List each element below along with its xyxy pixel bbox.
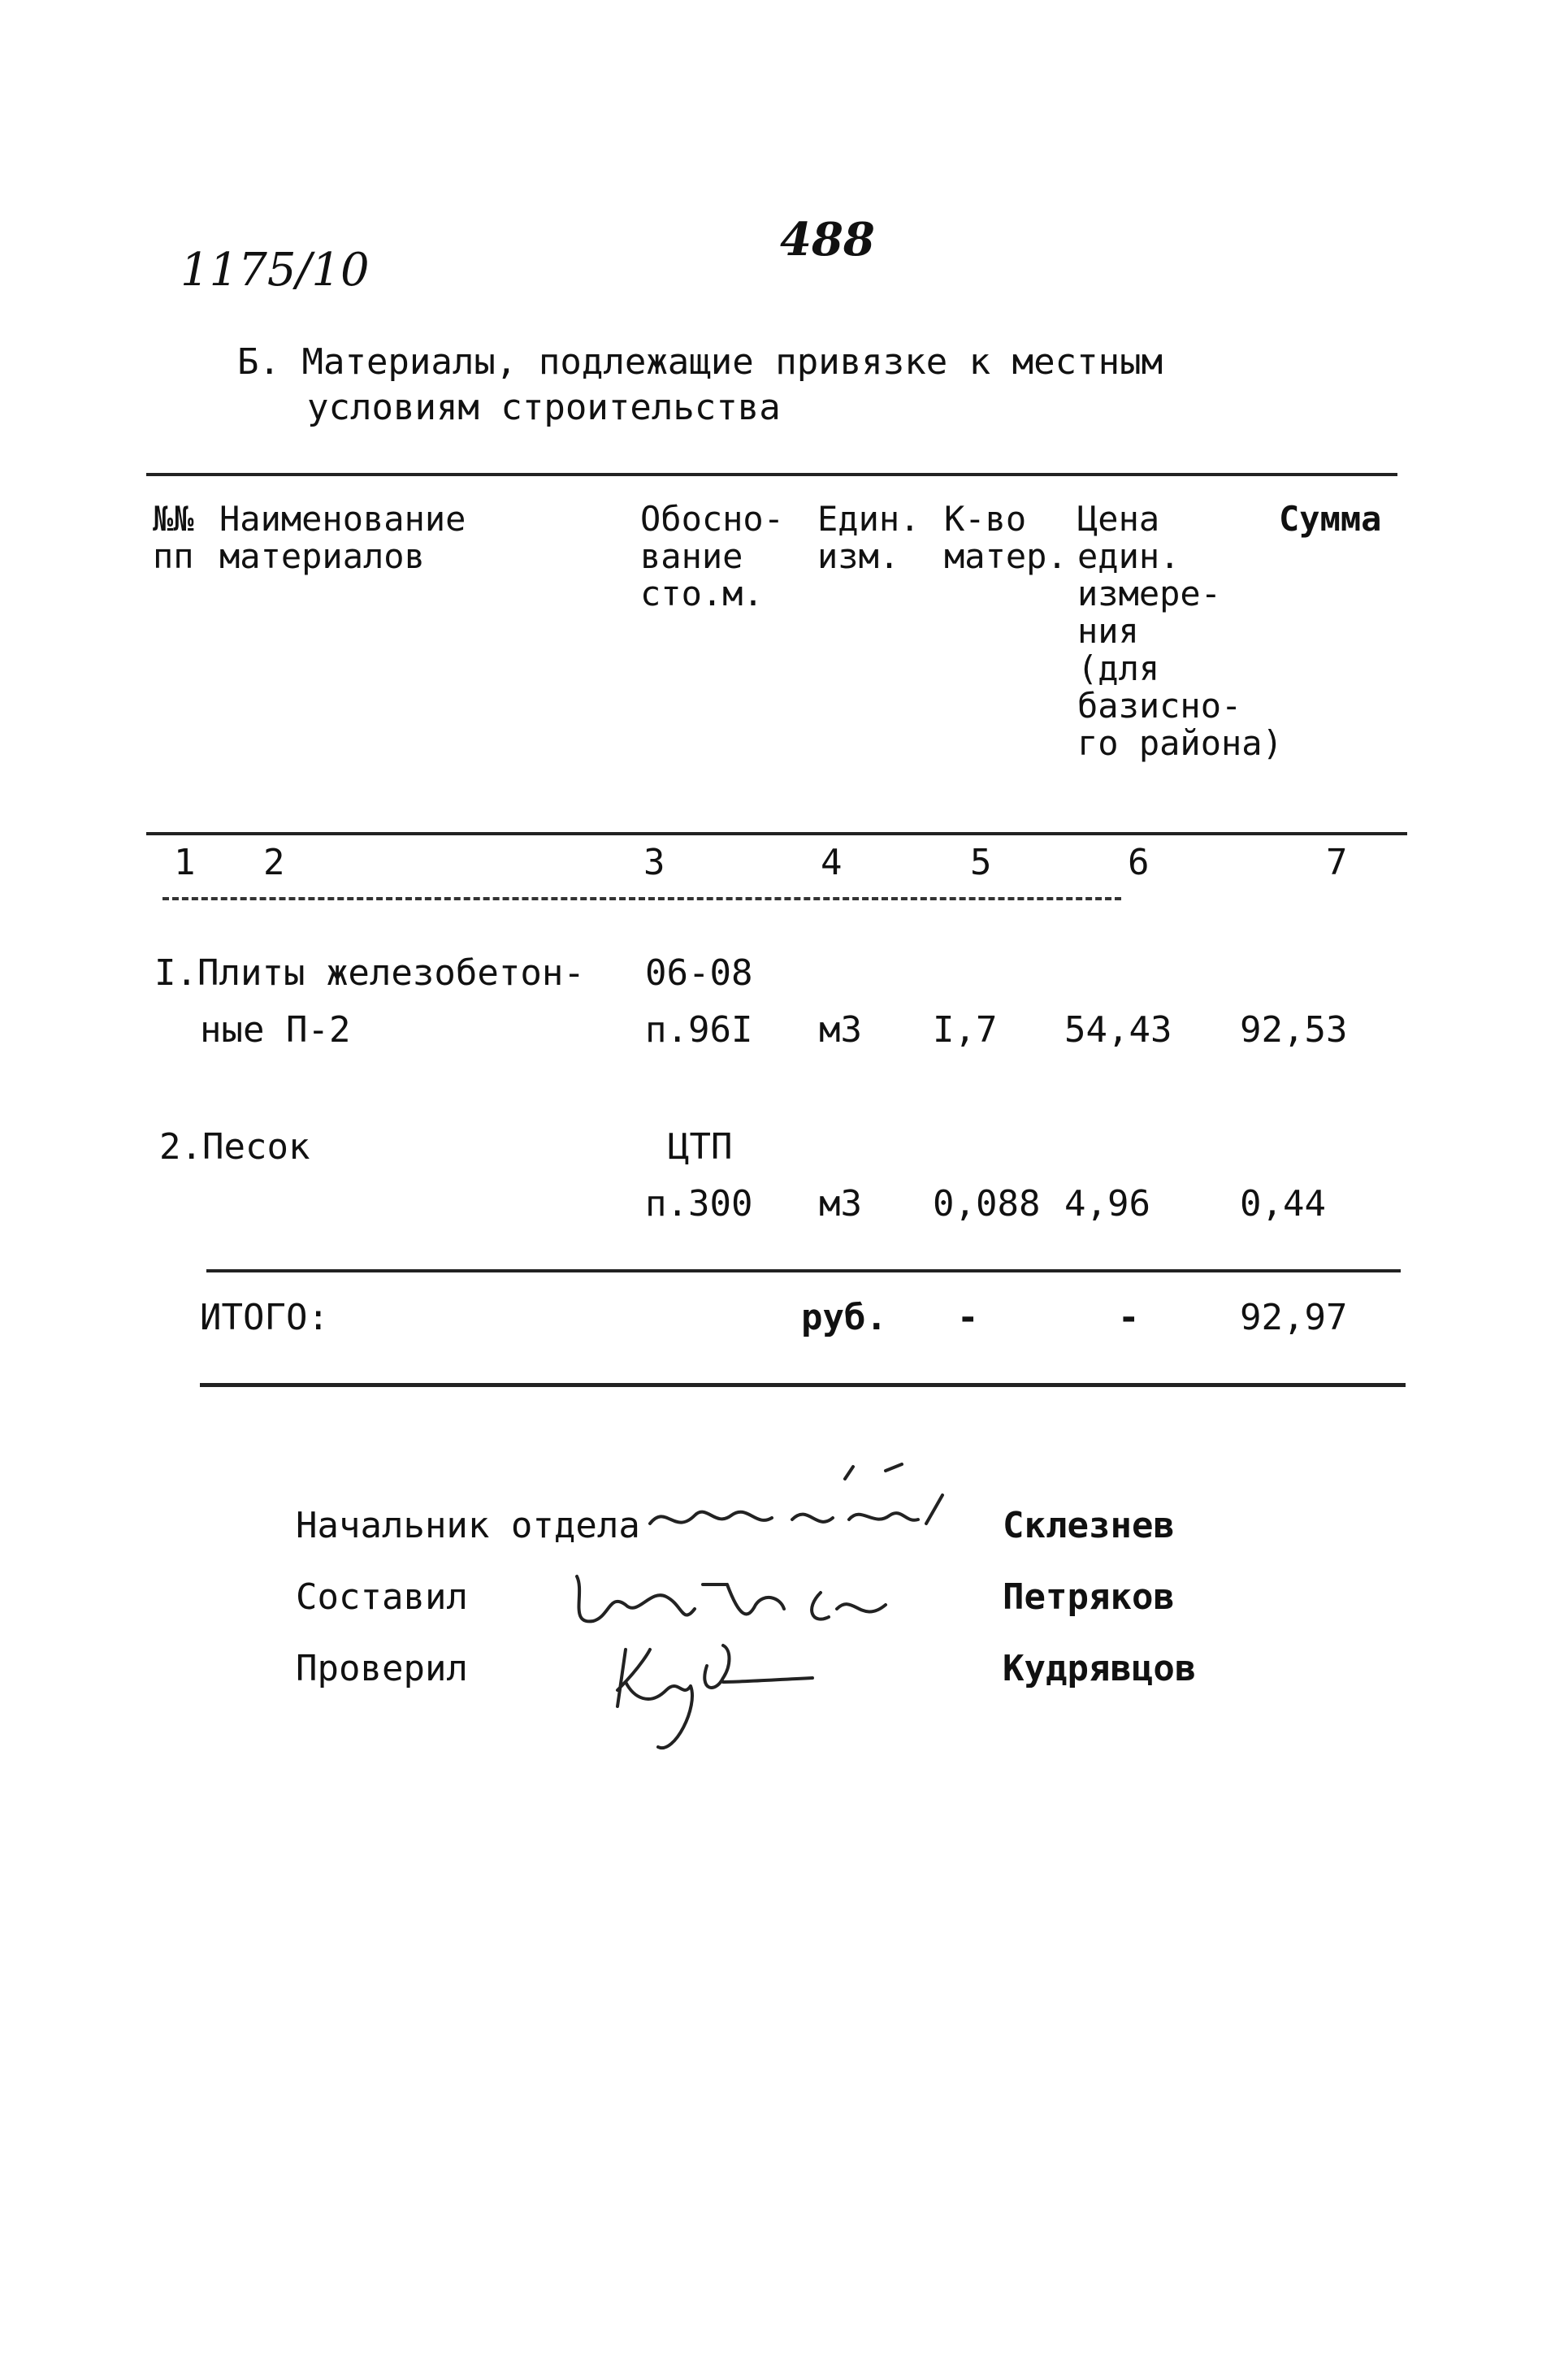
row-qty: I,7: [933, 1009, 998, 1051]
signature-name: Склезнев: [1003, 1505, 1175, 1546]
signature-name: Кудрявцов: [1003, 1648, 1197, 1689]
row-sum: 92,53: [1240, 1009, 1348, 1051]
row-price: 4,96: [1064, 1183, 1150, 1225]
col-number-2: 2: [263, 842, 285, 883]
row-name-line1: I.Плиты железобетон-: [154, 952, 585, 994]
total-price: -: [1118, 1297, 1140, 1338]
col-header-num: №№ пп: [153, 499, 194, 576]
header-bottom-rule: [146, 832, 1407, 835]
signature-role: Проверил: [296, 1648, 468, 1689]
row-basis-line2: п.300: [645, 1183, 753, 1225]
signature-role: Составил: [296, 1576, 468, 1618]
signature-name: Петряков: [1003, 1576, 1175, 1618]
row-sum: 0,44: [1240, 1183, 1326, 1225]
row-basis-line1: ЦТП: [668, 1126, 733, 1168]
handwritten-signature-2: [561, 1560, 918, 1641]
numbers-dash-rule: [162, 897, 1121, 900]
table-top-rule: [146, 473, 1397, 476]
col-header-name: Наименование материалов: [219, 499, 466, 576]
table-bottom-rule: [200, 1383, 1406, 1387]
row-unit: м3: [819, 1183, 862, 1225]
page-number: 488: [780, 213, 875, 267]
handwritten-signature-1: [650, 1446, 1007, 1544]
total-unit: руб.: [801, 1297, 887, 1338]
col-number-7: 7: [1326, 842, 1348, 883]
col-number-6: 6: [1128, 842, 1150, 883]
row-basis-line1: 06-08: [645, 952, 753, 994]
total-qty: -: [957, 1297, 979, 1338]
col-number-1: 1: [174, 842, 196, 883]
col-header-unit: Един. изм.: [817, 499, 921, 576]
total-sum: 92,97: [1240, 1297, 1348, 1338]
document-code: 1175/10: [180, 244, 370, 297]
col-number-3: 3: [643, 842, 665, 883]
section-title-line1: Б. Материалы, подлежащие привязке к местным: [237, 341, 1163, 383]
col-number-5: 5: [970, 842, 992, 883]
total-label: ИТОГО:: [200, 1297, 329, 1338]
col-number-4: 4: [821, 842, 843, 883]
col-header-sum: Сумма: [1279, 499, 1382, 539]
row-name-line2: ные П-2: [200, 1009, 351, 1051]
row-qty: 0,088: [933, 1183, 1041, 1225]
row-name-line1: 2.Песок: [159, 1126, 310, 1168]
handwritten-signature-3: [601, 1633, 829, 1755]
col-header-qty: К-во матер.: [944, 499, 1068, 576]
section-title-line2: условиям строительства: [307, 387, 781, 428]
row-basis-line2: п.96I: [645, 1009, 753, 1051]
row-unit: м3: [819, 1009, 862, 1051]
col-header-basis: Обосно- вание сто.м.: [640, 499, 785, 613]
total-top-rule: [206, 1269, 1401, 1272]
signature-role: Начальник отдела: [296, 1505, 640, 1546]
col-header-price: Цена един. измере- ния (для базисно- го района): [1077, 499, 1283, 763]
row-price: 54,43: [1064, 1009, 1172, 1051]
